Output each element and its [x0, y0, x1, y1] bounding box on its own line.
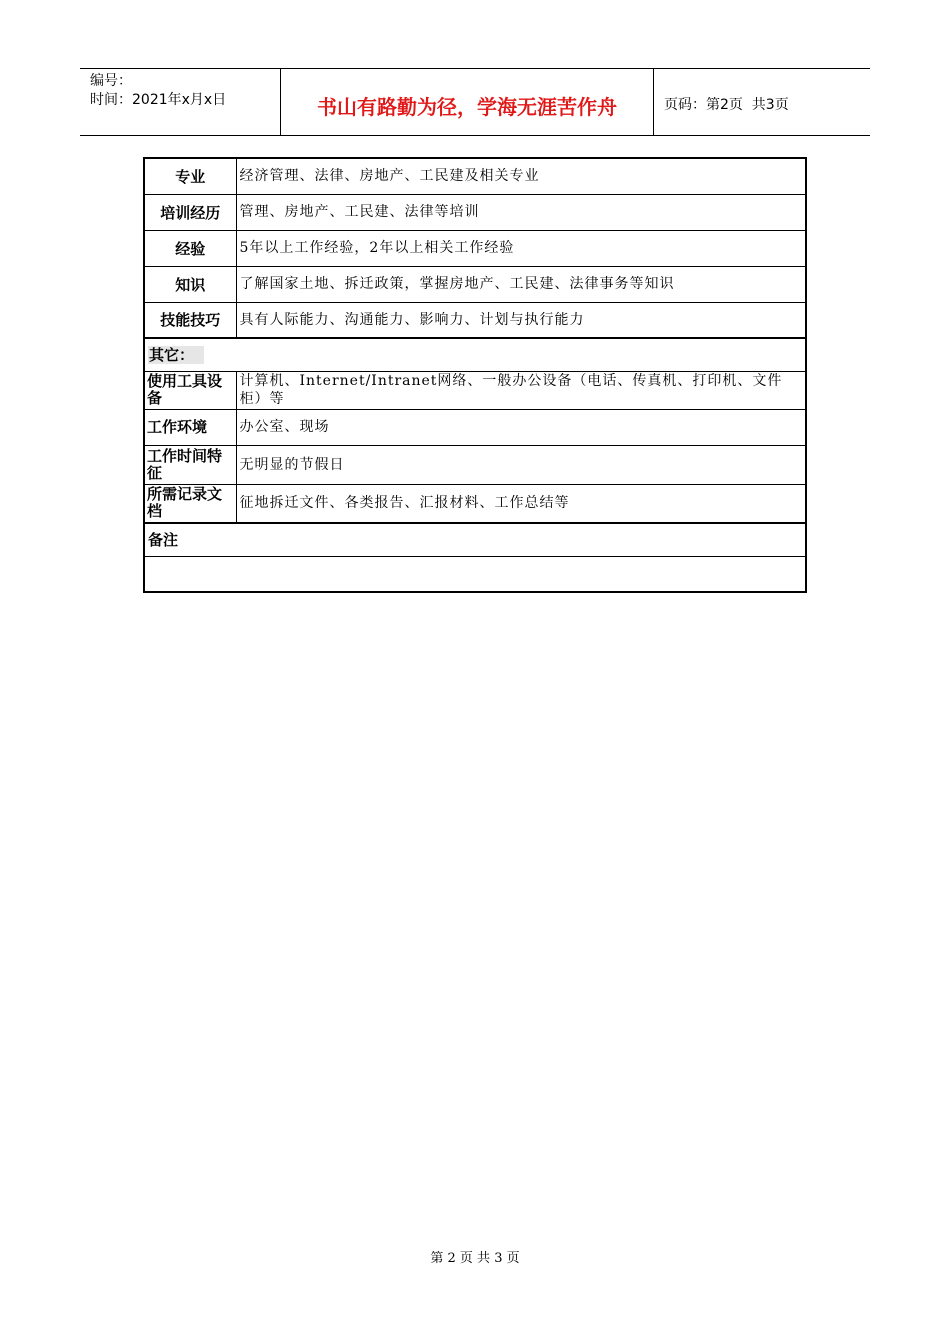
table-row-training [144, 194, 806, 230]
page-footer: 第 2 页 共 3 页 [430, 1251, 520, 1266]
row-label: 专业 [144, 158, 236, 194]
row-value: 经济管理、法律、房地产、工民建及相关专业 [236, 158, 806, 194]
table-row-documents [144, 484, 806, 523]
section-title-cell [144, 338, 806, 371]
row-value: 了解国家土地、拆迁政策，掌握房地产、工民建、法律事务等知识 [236, 266, 806, 302]
row-label: 技能技巧 [144, 302, 236, 338]
table-row-environment [144, 409, 806, 445]
table-row-tools [144, 371, 806, 409]
row-value: 具有人际能力、沟通能力、影响力、计划与执行能力 [236, 302, 806, 338]
row-label: 经验 [144, 230, 236, 266]
row-value: 管理、房地产、工民建、法律等培训 [236, 194, 806, 230]
row-label: 使用工具设备 [144, 371, 236, 409]
header-time-label: 时间：2021年x月x日 [90, 92, 227, 108]
header-slogan: 书山有路勤为径，学海无涯苦作舟 [281, 69, 654, 135]
section-header-remarks [144, 523, 806, 556]
row-label: 培训经历 [144, 194, 236, 230]
header-meta [80, 69, 281, 135]
job-requirements-table [143, 157, 807, 593]
row-label: 工作环境 [144, 409, 236, 445]
remarks-content [144, 556, 806, 592]
row-label: 工作时间特征 [144, 445, 236, 484]
page-header [80, 68, 870, 136]
header-number-label: 编号： [90, 73, 132, 89]
row-label: 知识 [144, 266, 236, 302]
row-value: 5年以上工作经验，2年以上相关工作经验 [236, 230, 806, 266]
row-value: 征地拆迁文件、各类报告、汇报材料、工作总结等 [236, 484, 806, 523]
section-title-other: 其它： [148, 346, 204, 364]
section-title-cell [144, 523, 806, 556]
table-row-knowledge [144, 266, 806, 302]
header-page-info: 页码：第2页 共3页 [664, 97, 789, 113]
section-header-other [144, 338, 806, 371]
table-row-skills [144, 302, 806, 338]
table-row-major [144, 158, 806, 194]
row-label: 所需记录文档 [144, 484, 236, 523]
table-row-experience [144, 230, 806, 266]
remarks-content-row [144, 556, 806, 592]
row-value: 办公室、现场 [236, 409, 806, 445]
section-title-remarks: 备注 [148, 531, 179, 550]
table-row-work-hours [144, 445, 806, 484]
row-value: 计算机、Internet/Intranet网络、一般办公设备（电话、传真机、打印机、文件柜）等 [236, 371, 806, 409]
row-value: 无明显的节假日 [236, 445, 806, 484]
